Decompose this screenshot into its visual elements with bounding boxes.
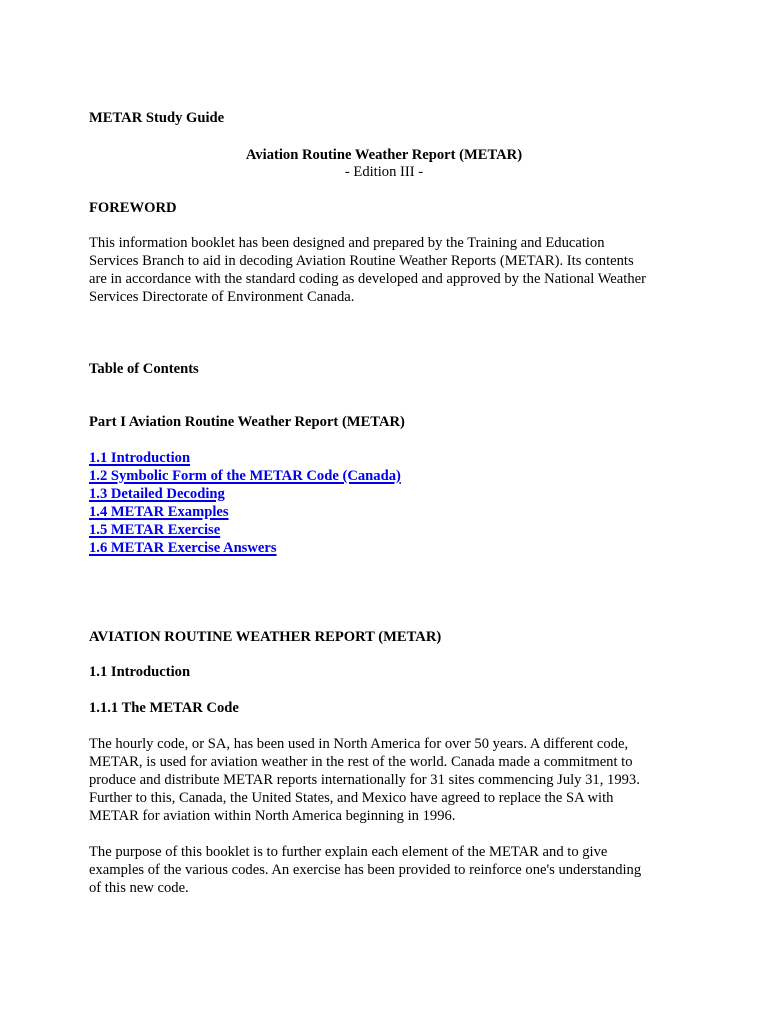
paragraph-line: The purpose of this booklet is to further explain each element of the METAR and to give (89, 844, 608, 860)
main-title: Aviation Routine Weather Report (METAR) (245, 147, 523, 163)
toc-link-list (89, 449, 679, 557)
toc-link-symbolic-form[interactable]: 1.2 Symbolic Form of the METAR Code (Canada) (89, 468, 401, 484)
paragraph-line: produce and distribute METAR reports internationally for 31 sites commencing July 31, 1993. (89, 772, 640, 788)
foreword-line: Services Directorate of Environment Canada. (89, 289, 355, 305)
toc-link-introduction[interactable]: 1.1 Introduction (89, 450, 191, 466)
edition-label: - Edition III - (344, 164, 424, 180)
paragraph-line: Further to this, Canada, the United States, and Mexico have agreed to replace the SA with (89, 790, 614, 806)
toc-heading: Table of Contents (89, 361, 199, 377)
toc-item (89, 539, 679, 557)
toc-link-metar-exercise[interactable]: 1.5 METAR Exercise (89, 522, 221, 538)
section-heading: AVIATION ROUTINE WEATHER REPORT (METAR) (89, 629, 442, 645)
paragraph-line: of this new code. (89, 880, 189, 896)
paragraph-line: METAR, is used for aviation weather in the rest of the world. Canada made a commitment to (89, 754, 633, 770)
foreword-paragraph (89, 234, 679, 306)
intro-paragraph-2 (89, 843, 679, 897)
section-subheading: 1.1 Introduction (89, 664, 191, 680)
section-subsubheading: 1.1.1 The METAR Code (89, 700, 239, 716)
toc-link-exercise-answers[interactable]: 1.6 METAR Exercise Answers (89, 540, 277, 556)
toc-item (89, 521, 679, 539)
study-guide-title: METAR Study Guide (89, 110, 225, 126)
foreword-line: are in accordance with the standard coding as developed and approved by the National Weather (89, 271, 646, 287)
toc-link-detailed-decoding[interactable]: 1.3 Detailed Decoding (89, 486, 225, 502)
foreword-line: This information booklet has been designed and prepared by the Training and Education (89, 235, 605, 251)
toc-item (89, 485, 679, 503)
toc-link-metar-examples[interactable]: 1.4 METAR Examples (89, 504, 229, 520)
toc-item (89, 467, 679, 485)
intro-paragraph-1 (89, 735, 679, 825)
paragraph-line: METAR for aviation within North America beginning in 1996. (89, 808, 456, 824)
paragraph-line: The hourly code, or SA, has been used in North America for over 50 years. A different code, (89, 736, 629, 752)
toc-part-heading: Part I Aviation Routine Weather Report (METAR) (89, 414, 405, 430)
toc-item (89, 503, 679, 521)
paragraph-line: examples of the various codes. An exercise has been provided to reinforce one's understanding (89, 862, 642, 878)
foreword-heading: FOREWORD (89, 200, 177, 216)
toc-item (89, 449, 679, 467)
foreword-line: Services Branch to aid in decoding Aviation Routine Weather Reports (METAR). Its contents (89, 253, 634, 269)
